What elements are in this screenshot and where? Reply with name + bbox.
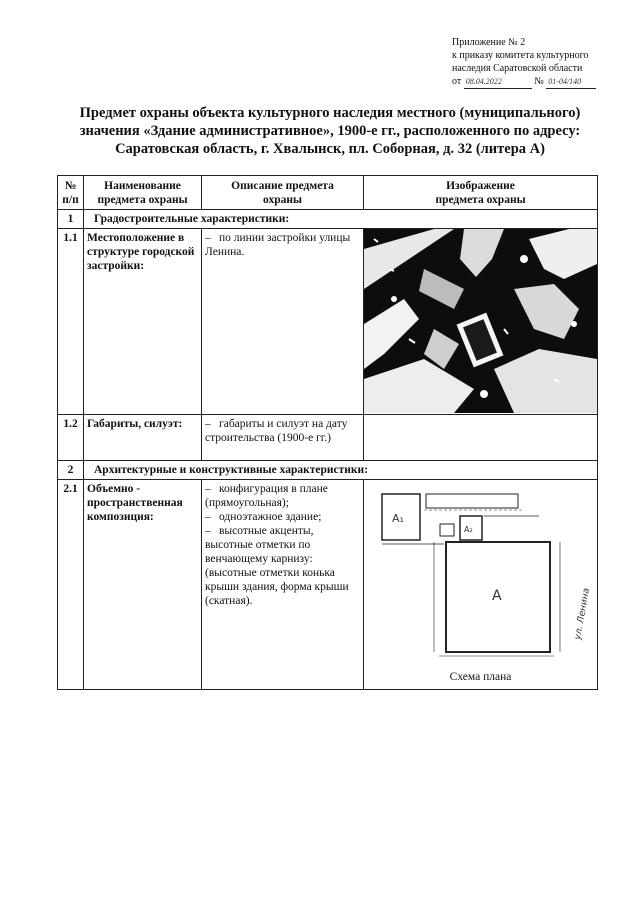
row-1-2-desc [202, 415, 364, 461]
header-num-line1: № [64, 179, 77, 192]
appendix-line-3: наследия Саратовской области [452, 63, 583, 74]
date-value: 08.04.2022 [464, 75, 532, 89]
title-line-1: Предмет охраны объекта культурного наследия местного (муниципального) [79, 105, 581, 121]
table-row [58, 415, 598, 461]
appendix-header [452, 36, 632, 89]
header-name-line1: Наименование [104, 179, 181, 192]
document-title [60, 104, 600, 158]
section-2-title: Архитектурные и конструктивные характеристики: [84, 461, 598, 480]
plan-label-small: А₂ [464, 525, 473, 534]
title-line-2: значения «Здание административное», 1900-е гг., расположенного по адресу: [79, 123, 581, 139]
aerial-photo-cell [364, 229, 598, 415]
header-desc [202, 176, 364, 210]
header-image-line2: предмета охраны [435, 193, 526, 206]
floor-plan-drawing [364, 480, 597, 670]
section-1-title: Градостроительные характеристики: [84, 210, 598, 229]
section-1-num: 1 [58, 210, 84, 229]
header-desc-line1: Описание предмета [231, 179, 334, 192]
desc-item: – габариты и силуэт на дату строительства (1900-е гг.) [205, 418, 348, 444]
desc-item: – одноэтажное здание; [205, 511, 322, 523]
header-image [364, 176, 598, 210]
row-1-2-image [364, 415, 598, 461]
row-2-1-num: 2.1 [58, 480, 84, 690]
section-row-2 [58, 461, 598, 480]
plan-caption: Схема плана [449, 671, 512, 683]
section-row-1 [58, 210, 598, 229]
floor-plan-cell [364, 480, 598, 690]
desc-item: – по линии застройки улицы Ленина. [205, 232, 351, 258]
row-2-1-name: Объемно - пространственная композиция: [84, 480, 202, 690]
plan-label-street: ул. Ленина [573, 587, 593, 641]
row-1-1-num: 1.1 [58, 229, 84, 415]
desc-item: – конфигурация в плане (прямоугольная); [205, 483, 328, 509]
header-image-line1: Изображение [446, 179, 515, 192]
header-name-line2: предмета охраны [97, 193, 188, 206]
desc-item: – высотные акценты, высотные отметки по венчающему карнизу: (высотные отметки конька крыши здания, форма крыши (скатная). [205, 525, 349, 607]
section-2-num: 2 [58, 461, 84, 480]
aerial-photo [364, 229, 597, 413]
plan-label-main: А [492, 588, 502, 604]
number-prefix: № [534, 76, 544, 87]
row-2-1-desc [202, 480, 364, 690]
title-line-3: Саратовская область, г. Хвалынск, пл. Соборная, д. 32 (литера А) [115, 141, 545, 157]
row-1-2-num: 1.2 [58, 415, 84, 461]
header-num-line2: п/п [62, 193, 79, 206]
row-1-1-desc [202, 229, 364, 415]
date-prefix: от [452, 76, 462, 87]
table-row [58, 480, 598, 690]
header-name [84, 176, 202, 210]
appendix-date-line [452, 75, 632, 89]
header-desc-line2: охраны [263, 193, 302, 206]
appendix-line-2: к приказу комитета культурного [452, 50, 589, 61]
number-value: 01-04/140 [546, 75, 596, 89]
row-1-2-name: Габариты, силуэт: [84, 415, 202, 461]
protection-subject-table [57, 175, 598, 690]
plan-label-annex: А₁ [392, 512, 404, 525]
appendix-line-1: Приложение № 2 [452, 37, 526, 48]
row-1-1-name: Местоположение в структуре городской застройки: [84, 229, 202, 415]
header-num [58, 176, 84, 210]
table-row [58, 229, 598, 415]
table-header-row [58, 176, 598, 210]
